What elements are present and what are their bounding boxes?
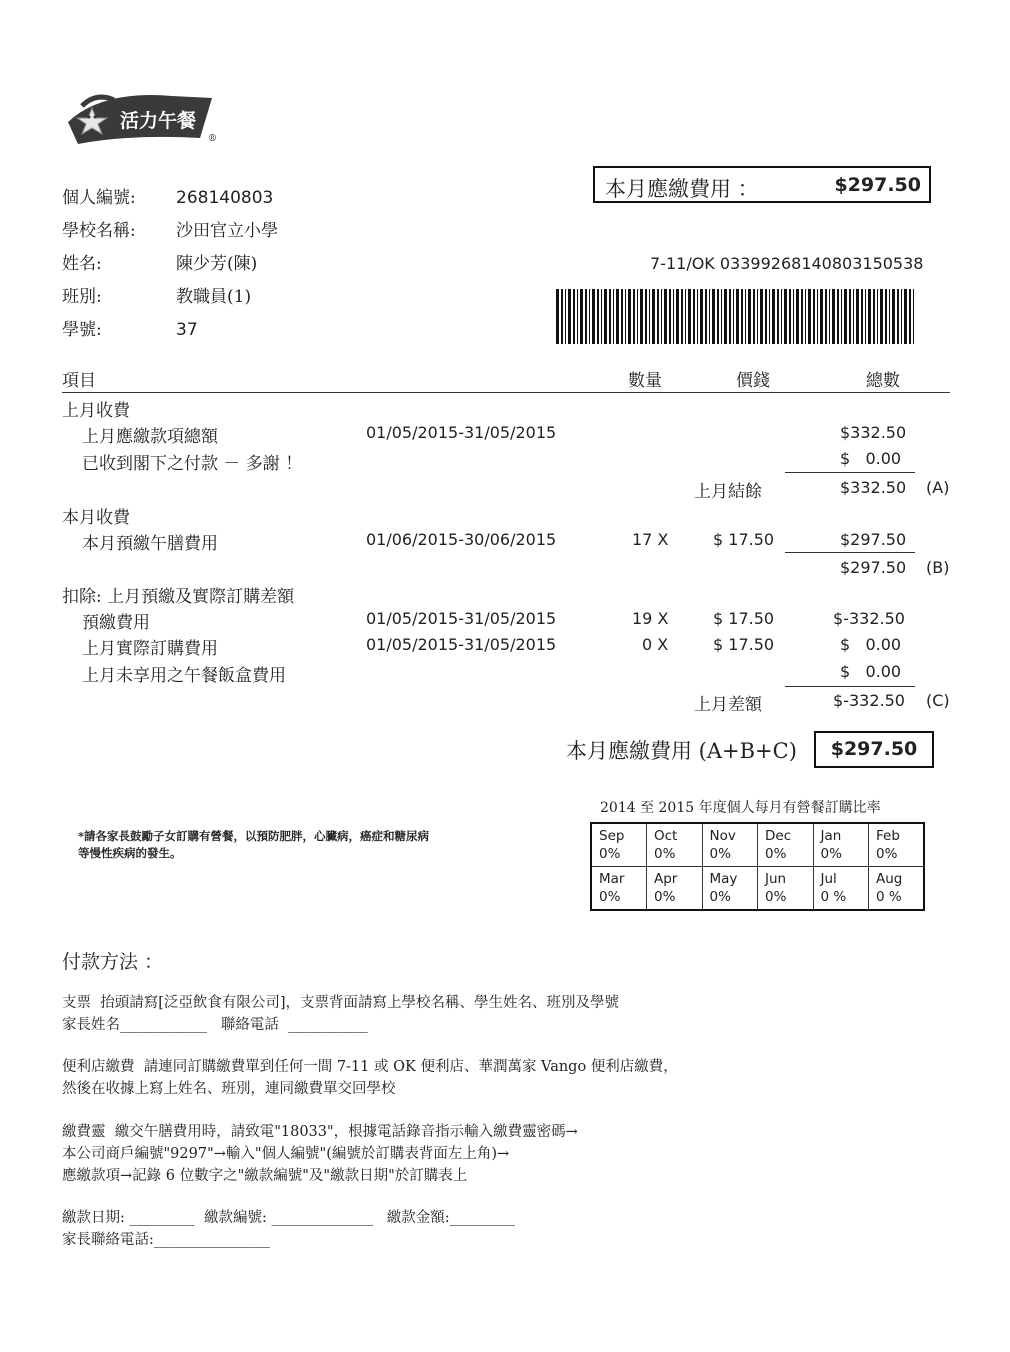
cheque-line: 支票 抬頭請寫[泛亞飲食有限公司]，支票背面請寫上學校名稱、學生姓名、班別及學號 <box>62 995 620 1011</box>
row-item: 已收到閣下之付款 － 多謝 ！ <box>82 454 303 474</box>
rate-row <box>591 823 924 867</box>
rate-value: 0% <box>765 846 787 862</box>
rate-cell <box>758 867 814 911</box>
rate-month: Apr <box>654 871 678 887</box>
amount-due-label: 本月應繳費用 ： <box>605 177 759 201</box>
rate-month: Nov <box>709 828 736 844</box>
rate-value: 0% <box>654 889 676 905</box>
row-price: $ 17.50 <box>713 609 775 628</box>
subtotal-line <box>785 552 915 553</box>
rate-month: Dec <box>765 828 792 844</box>
header-divider <box>62 392 950 393</box>
rate-cell <box>647 823 703 867</box>
cheque-line: 家長姓名____________ 聯絡電話 ___________ <box>62 1017 368 1033</box>
row-qty: 19 X <box>632 609 669 628</box>
diff-label: 上月差額 <box>694 695 762 715</box>
row-qty: 17 X <box>632 530 669 549</box>
notice-line: 等慢性疾病的發生。 <box>78 846 182 860</box>
company-logo <box>62 86 222 148</box>
rate-cell <box>813 823 869 867</box>
subtotal-line <box>785 472 915 473</box>
row-period: 01/05/2015-31/05/2015 <box>366 609 557 628</box>
rate-value: 0% <box>599 846 621 862</box>
rate-cell <box>758 823 814 867</box>
rate-value: 0% <box>820 846 842 862</box>
section-title-deduct: 扣除: 上月預繳及實際訂購差額 <box>62 587 295 607</box>
rate-cell <box>702 867 758 911</box>
store-line: 然後在收據上寫上姓名、班別，連同繳費單交回學校 <box>62 1081 396 1097</box>
row-item: 上月應繳款項總額 <box>82 427 218 447</box>
rate-value: 0% <box>765 889 787 905</box>
payment-pps <box>62 1121 578 1187</box>
rate-month: Mar <box>599 871 625 887</box>
rate-value: 0% <box>876 846 898 862</box>
row-total: $ 0.00 <box>840 662 902 681</box>
info-value: 陳少芳(陳) <box>176 254 258 274</box>
header-price: 價錢 <box>736 371 770 391</box>
rate-month: May <box>709 871 738 887</box>
logo-registered-mark: ® <box>208 134 217 144</box>
row-price: $ 17.50 <box>713 635 775 654</box>
info-value: 沙田官立小學 <box>176 221 278 241</box>
section-title-last-month: 上月收費 <box>62 401 130 421</box>
info-label: 個人編號: <box>62 188 136 208</box>
header-total: 總數 <box>866 371 900 391</box>
rate-month: Jan <box>820 828 842 844</box>
row-item: 上月未享用之午餐飯盒費用 <box>82 666 286 686</box>
rate-cell <box>647 867 703 911</box>
row-price: $ 17.50 <box>713 530 775 549</box>
rate-value: 0% <box>654 846 676 862</box>
header-qty: 數量 <box>628 371 662 391</box>
rate-value: 0% <box>709 889 731 905</box>
amount-due-value: $297.50 <box>834 174 921 196</box>
balance-label: 上月結餘 <box>694 482 762 502</box>
rate-value: 0 % <box>820 889 847 905</box>
row-total: $ 0.00 <box>840 635 902 654</box>
subtotal-line <box>785 686 915 687</box>
rate-cell <box>813 867 869 911</box>
info-value: 37 <box>176 320 198 340</box>
rate-table-title: 2014 至 2015 年度個人每月有營餐訂購比率 <box>600 800 881 816</box>
row-total: $ 0.00 <box>840 449 902 468</box>
payment-fields <box>62 1207 515 1251</box>
balance-value: $332.50 <box>840 478 907 497</box>
payment-cheque <box>62 992 619 1036</box>
payment-title: 付款方法 ： <box>62 951 164 973</box>
rate-month: Aug <box>876 871 903 887</box>
rate-month: Jun <box>765 871 787 887</box>
info-label: 班別: <box>62 287 102 307</box>
row-period: 01/05/2015-31/05/2015 <box>366 423 557 442</box>
rate-month: Sep <box>599 828 625 844</box>
rate-month: Jul <box>820 871 837 887</box>
subtotal-tag: (B) <box>926 558 950 577</box>
row-total: $-332.50 <box>833 609 905 628</box>
row-item: 上月實際訂購費用 <box>82 639 218 659</box>
pps-line: 應繳款項→記錄 6 位數字之"繳款編號"及"繳款日期"於訂購表上 <box>62 1168 468 1184</box>
info-value: 教職員(1) <box>176 287 252 307</box>
rate-cell <box>591 867 647 911</box>
barcode <box>556 289 918 344</box>
info-label: 學校名稱: <box>62 221 136 241</box>
rate-month: Feb <box>876 828 900 844</box>
row-period: 01/05/2015-31/05/2015 <box>366 635 557 654</box>
rate-month: Oct <box>654 828 678 844</box>
barcode-number: 7-11/OK 03399268140803150538 <box>650 254 924 273</box>
logo-text: 活力午餐 <box>120 110 197 132</box>
field-line: 家長聯絡電話:________________ <box>62 1232 270 1248</box>
notice-line: *請各家長鼓勵子女訂購有營餐，以預防肥胖，心臟病，癌症和糖尿病 <box>78 829 430 843</box>
row-qty: 0 X <box>642 635 669 654</box>
rate-cell <box>591 823 647 867</box>
field-line: 繳款日期: _________ 繳款編號: ______________ 繳款金額:_________ <box>62 1210 515 1226</box>
pps-line: 繳費靈 繳交午膳費用時，請致電"18033"，根據電話錄音指示輸入繳費靈密碼→ <box>62 1124 578 1140</box>
health-notice <box>78 828 429 862</box>
info-label: 姓名: <box>62 254 102 274</box>
grand-total-label: 本月應繳費用 (A+B+C) <box>566 739 797 763</box>
rate-value: 0 % <box>876 889 902 905</box>
rate-cell <box>869 867 925 911</box>
section-title-this-month: 本月收費 <box>62 508 130 528</box>
store-line: 便利店繳費 請連同訂購繳費單到任何一間 7-11 或 OK 便利店、華潤萬家 Vango 便利店繳費， <box>62 1059 678 1075</box>
rate-cell <box>869 823 925 867</box>
rate-value: 0% <box>599 889 621 905</box>
info-label: 學號: <box>62 320 102 340</box>
rate-row <box>591 867 924 911</box>
balance-tag: (A) <box>926 478 950 497</box>
row-total: $332.50 <box>840 423 907 442</box>
row-period: 01/06/2015-30/06/2015 <box>366 530 557 549</box>
row-item: 本月預繳午膳費用 <box>82 534 218 554</box>
header-item: 項目 <box>62 371 96 391</box>
info-value: 268140803 <box>176 188 274 208</box>
diff-value: $-332.50 <box>833 691 905 710</box>
row-item: 預繳費用 <box>82 613 150 633</box>
rate-table <box>590 822 925 911</box>
rate-cell <box>702 823 758 867</box>
diff-tag: (C) <box>926 691 950 710</box>
subtotal-value: $297.50 <box>840 558 907 577</box>
rate-value: 0% <box>709 846 731 862</box>
amount-due-box <box>593 166 931 203</box>
pps-line: 本公司商戶編號"9297"→輸入"個人編號"(編號於訂購表背面左上角)→ <box>62 1146 510 1162</box>
grand-total-value: $297.50 <box>814 731 934 768</box>
payment-store <box>62 1056 678 1100</box>
row-total: $297.50 <box>840 530 907 549</box>
